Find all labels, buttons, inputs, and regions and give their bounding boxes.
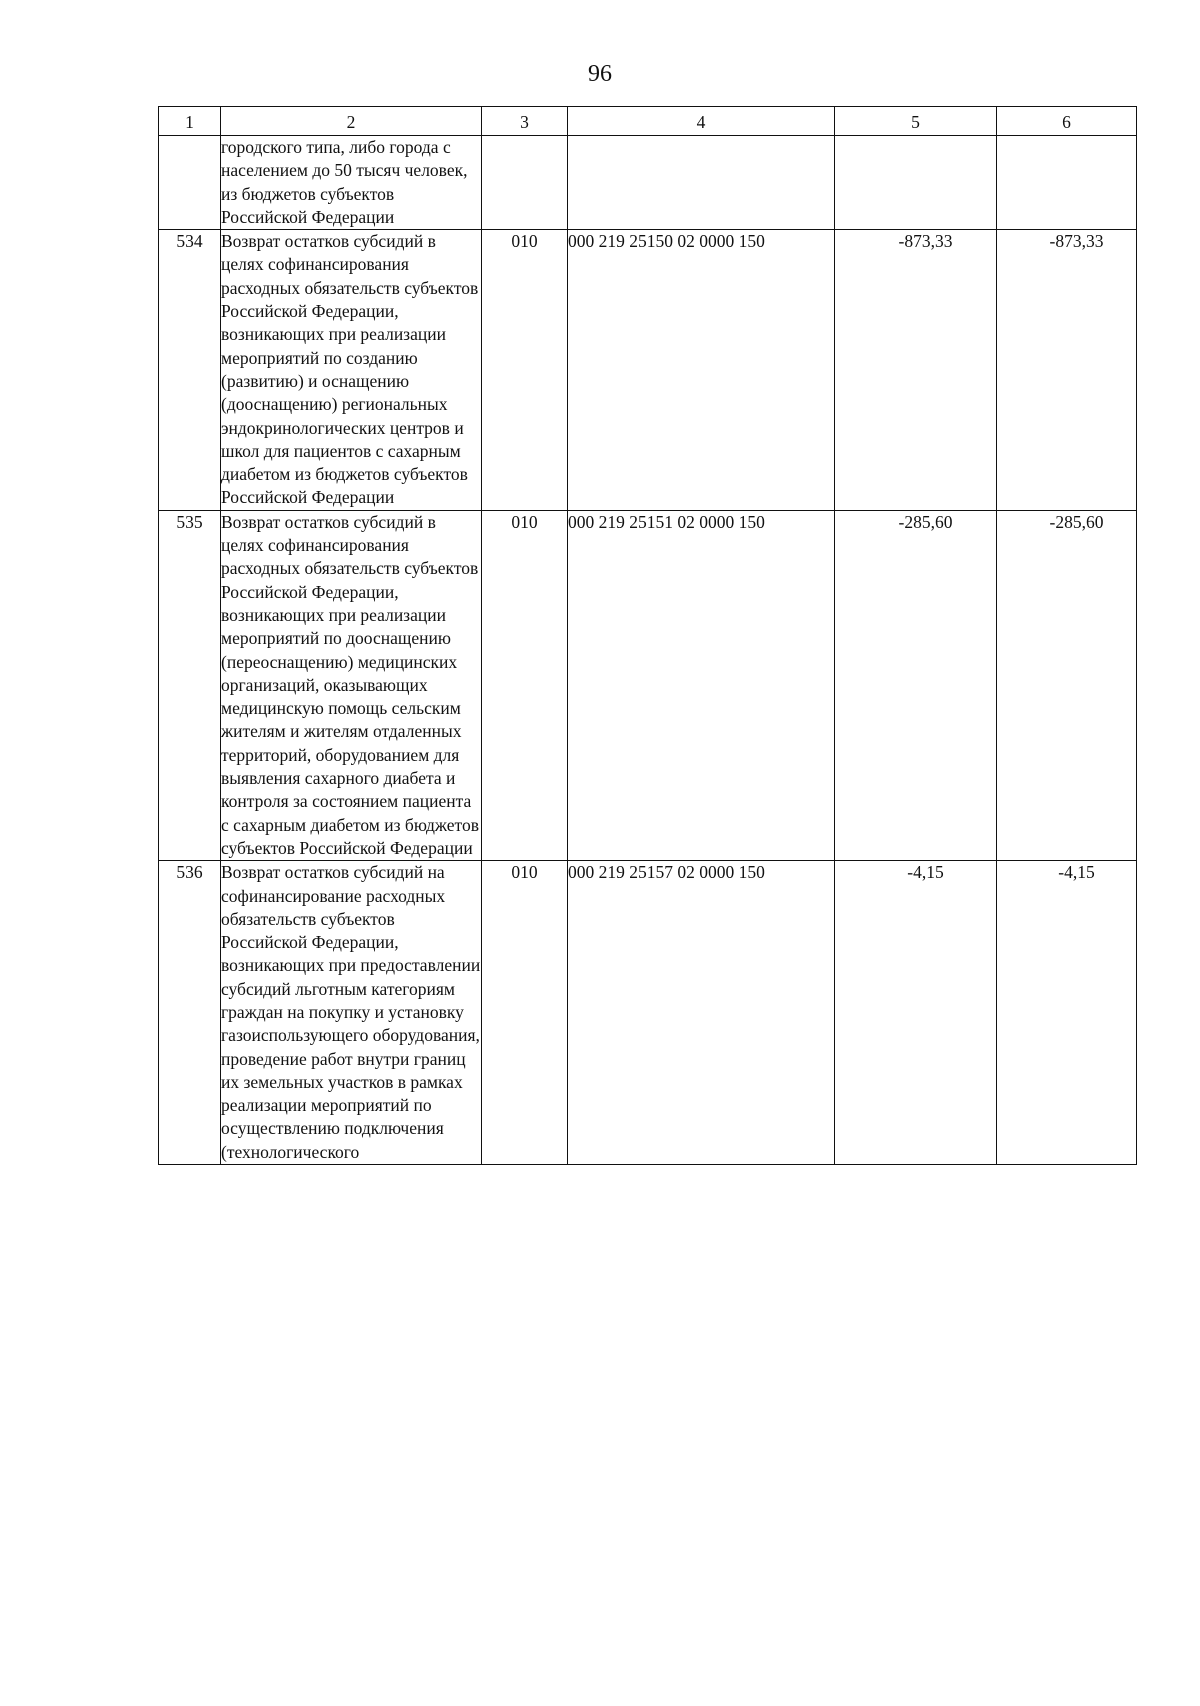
row-value-6-text: -873,33: [1049, 231, 1104, 252]
row-value-6: [997, 230, 1137, 511]
row-name: Возврат остатков субсидий на софинансирование расходных обязательств субъектов Российской Федерации, возникающих при предоставлении субсидий льготным категориям граждан на покупку и установку газоиспользующего оборудования, проведение работ внутри границ их земельных участков в рамках реализации мероприятий по осуществлению подключения (технологического: [221, 861, 482, 1165]
page-number: 96: [588, 61, 612, 87]
row-code: 010: [482, 230, 568, 511]
row-value-5: [835, 861, 997, 1165]
row-value-5: [835, 510, 997, 860]
row-value-6: [997, 510, 1137, 860]
row-value-6: [997, 136, 1137, 230]
table-row: [159, 136, 1137, 230]
row-number: 534: [159, 230, 221, 511]
column-header: 5: [835, 107, 997, 136]
row-kbk: 000 219 25157 02 0000 150: [568, 861, 835, 1165]
column-header: 6: [997, 107, 1137, 136]
row-value-6-text: -285,60: [1049, 511, 1104, 532]
table-row: [159, 861, 1137, 1165]
row-value-6: [997, 861, 1137, 1165]
row-value-5: [835, 136, 997, 230]
row-kbk: [568, 136, 835, 230]
header-row: [159, 107, 1137, 136]
row-value-5-text: -4,15: [907, 862, 944, 883]
row-code: 010: [482, 510, 568, 860]
row-code: [482, 136, 568, 230]
row-kbk: 000 219 25150 02 0000 150: [568, 230, 835, 511]
row-value-5-text: -285,60: [898, 511, 953, 532]
column-header: 3: [482, 107, 568, 136]
row-name: Возврат остатков субсидий в целях софинансирования расходных обязательств субъектов Российской Федерации, возникающих при реализации мероприятий по созданию (развитию) и оснащению (дооснащению) региональных эндокринологических центров и школ для пациентов с сахарным диабетом из бюджетов субъектов Российской Федерации: [221, 230, 482, 511]
row-code: 010: [482, 861, 568, 1165]
row-number: 535: [159, 510, 221, 860]
column-header: 1: [159, 107, 221, 136]
table-row: [159, 230, 1137, 511]
row-kbk: 000 219 25151 02 0000 150: [568, 510, 835, 860]
row-name: городского типа, либо города с населением до 50 тысяч человек, из бюджетов субъектов Российской Федерации: [221, 136, 482, 230]
column-header: 4: [568, 107, 835, 136]
row-value-6-text: -4,15: [1058, 862, 1095, 883]
row-value-5: [835, 230, 997, 511]
row-value-5-text: -873,33: [898, 231, 953, 252]
table-row: [159, 510, 1137, 860]
budget-table: [158, 106, 1137, 1165]
row-number: 536: [159, 861, 221, 1165]
row-number: [159, 136, 221, 230]
column-header: 2: [221, 107, 482, 136]
row-name: Возврат остатков субсидий в целях софинансирования расходных обязательств субъектов Российской Федерации, возникающих при реализации мероприятий по дооснащению (переоснащению) медицинских организаций, оказывающих медицинскую помощь сельским жителям и жителям отдаленных территорий, оборудованием для выявления сахарного диабета и контроля за состоянием пациента с сахарным диабетом из бюджетов субъектов Российской Федерации: [221, 510, 482, 860]
